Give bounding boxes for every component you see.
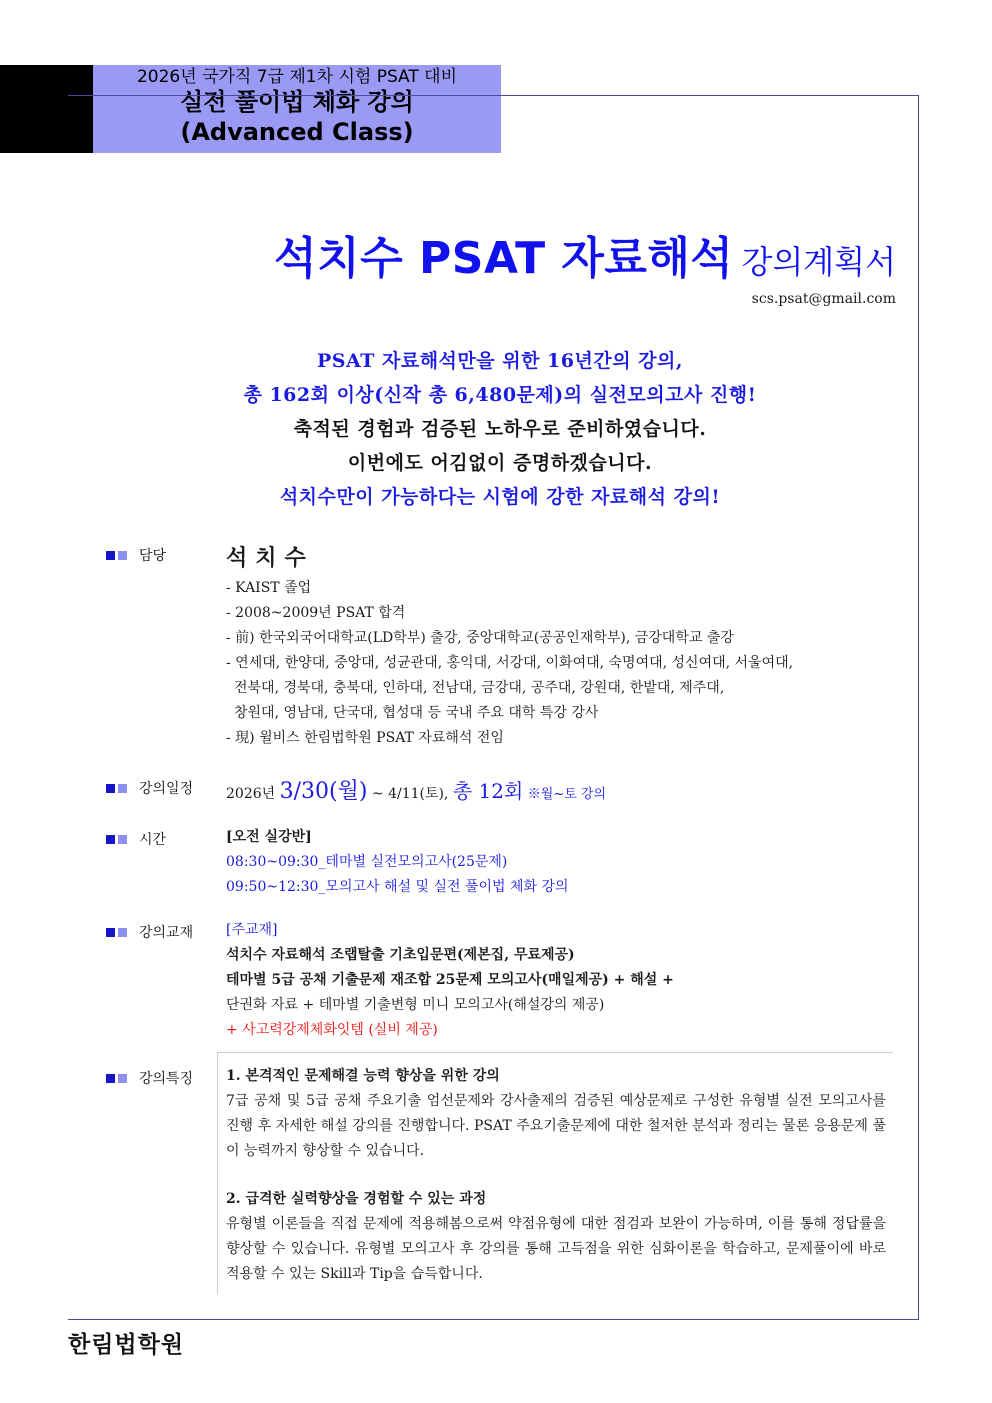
bio-line: - 연세대, 한양대, 중앙대, 성균관대, 홍익대, 서강대, 이화여대, 숙명여대, 성신여대, 서울여대, xyxy=(226,655,794,671)
features-section xyxy=(226,1064,886,1287)
feature-body: 7급 공채 및 5급 공채 주요기출 엄선문제와 강사출제의 검증된 예상문제로 구성한 유형별 실전 모의고사를 진행 후 자세한 해설 강의를 진행합니다. PSAT 주요기출문제에 대한 철저한 분석과 정리는 물론 응용문제 풀이 능력까지 향상할 수 있습니다. xyxy=(226,1093,886,1159)
bullet-square-icon xyxy=(106,551,115,560)
time-slot: 08:30~09:30_테마별 실전모의고사(25문제) xyxy=(226,854,508,870)
bio-line: 전북대, 경북대, 충북대, 인하대, 전남대, 금강대, 공주대, 강원대, 한밭대, 제주대, xyxy=(234,680,725,696)
time-section xyxy=(226,825,569,900)
label-text: 강의특징 xyxy=(139,1071,194,1087)
contact-email: scs.psat@gmail.com xyxy=(751,291,896,307)
label-text: 담당 xyxy=(139,548,167,564)
bullet-square-icon xyxy=(106,1074,115,1083)
bullet-square-icon xyxy=(106,784,115,793)
label-text: 강의일정 xyxy=(139,781,194,797)
bio-line: - 現) 윌비스 한림법학원 PSAT 자료해석 전임 xyxy=(226,730,504,746)
bio-line: - 2008~2009년 PSAT 합격 xyxy=(226,605,406,621)
schedule-end: ~ 4/11(토), xyxy=(371,786,449,802)
bullet-square-icon xyxy=(118,1074,127,1083)
header-line3: (Advanced Class) xyxy=(180,118,414,146)
bio-line: 창원대, 영남대, 단국대, 협성대 등 국내 주요 대학 특강 강사 xyxy=(234,705,599,721)
section-label-time xyxy=(106,829,197,849)
label-text: 시간 xyxy=(139,832,167,848)
books-line: + 사고력강제체화잇템 (실비 제공) xyxy=(226,1022,438,1038)
intro-line: PSAT 자료해석만을 위한 16년간의 강의, xyxy=(317,350,683,372)
page-title xyxy=(274,222,896,286)
section-label-features xyxy=(106,1068,193,1088)
teacher-name: 석치수 xyxy=(226,545,314,571)
schedule-count: 총 12회 xyxy=(452,779,524,803)
intro-line: 석치수만이 가능하다는 시험에 강한 자료해석 강의! xyxy=(279,486,721,508)
academy-logo: 한림법학원 xyxy=(68,1332,185,1358)
section-label-teacher xyxy=(106,545,197,565)
title-sub: 강의계획서 xyxy=(741,243,896,281)
time-class-name: [오전 실강반] xyxy=(226,829,312,845)
books-section xyxy=(226,918,674,1043)
header-line1: 2026년 국가직 7급 제1차 시험 PSAT 대비 xyxy=(136,67,457,87)
feature-body: 유형별 이론들을 직접 문제에 적용해봄으로써 약점유형에 대한 점검과 보완이 가능하며, 이를 통해 정답률을 향상할 수 있습니다. 유형별 모의고사 후 강의를 통해 고득점을 위한 심화이론을 학습하고, 문제풀이에 바로 적용할 수 있는 Skill과 Tip을 습득합니다. xyxy=(226,1216,886,1282)
section-label-books xyxy=(106,922,193,942)
bullet-square-icon xyxy=(118,784,127,793)
header-line2: 실전 풀이법 체화 강의 xyxy=(180,88,414,116)
schedule-year: 2026년 xyxy=(226,786,276,802)
bullet-square-icon xyxy=(106,835,115,844)
books-line: 석치수 자료해석 조랩탈출 기초입문편(제본집, 무료제공) xyxy=(226,947,575,963)
bullet-square-icon xyxy=(106,928,115,937)
bullet-square-icon xyxy=(118,551,127,560)
teacher-bio xyxy=(226,576,793,751)
schedule-line xyxy=(226,774,606,805)
bio-line: - KAIST 졸업 xyxy=(226,580,312,596)
books-line: 테마별 5급 공채 기출문제 재조합 25문제 모의고사(매일제공) + 해설 + xyxy=(226,972,674,988)
bullet-square-icon xyxy=(118,928,127,937)
schedule-note: ※월~토 강의 xyxy=(527,787,607,802)
schedule-start: 3/30(월) xyxy=(279,779,368,804)
intro-block xyxy=(90,344,910,514)
bullet-square-icon xyxy=(118,835,127,844)
title-main: 석치수 PSAT 자료해석 xyxy=(274,233,734,284)
bio-line: - 前) 한국외국어대학교(LD학부) 출강, 중앙대학교(공공인재학부), 금강대학교 출강 xyxy=(226,630,734,646)
intro-line: 총 162회 이상(신작 총 6,480문제)의 실전모의고사 진행! xyxy=(243,384,757,406)
intro-line: 이번에도 어김없이 증명하겠습니다. xyxy=(347,452,653,474)
feature-title: 1. 본격적인 문제해결 능력 향상을 위한 강의 xyxy=(226,1068,500,1084)
intro-line: 축적된 경험과 검증된 노하우로 준비하였습니다. xyxy=(293,418,707,440)
section-label-schedule xyxy=(106,778,193,798)
books-tag: [주교재] xyxy=(226,922,278,938)
time-slot: 09:50~12:30_모의고사 해설 및 실전 풀이법 체화 강의 xyxy=(226,879,569,895)
books-line: 단권화 자료 + 테마별 기출변형 미니 모의고사(해설강의 제공) xyxy=(226,997,605,1013)
feature-title: 2. 급격한 실력향상을 경험할 수 있는 과정 xyxy=(226,1191,487,1207)
teacher-section xyxy=(226,541,314,572)
label-text: 강의교재 xyxy=(139,925,194,941)
